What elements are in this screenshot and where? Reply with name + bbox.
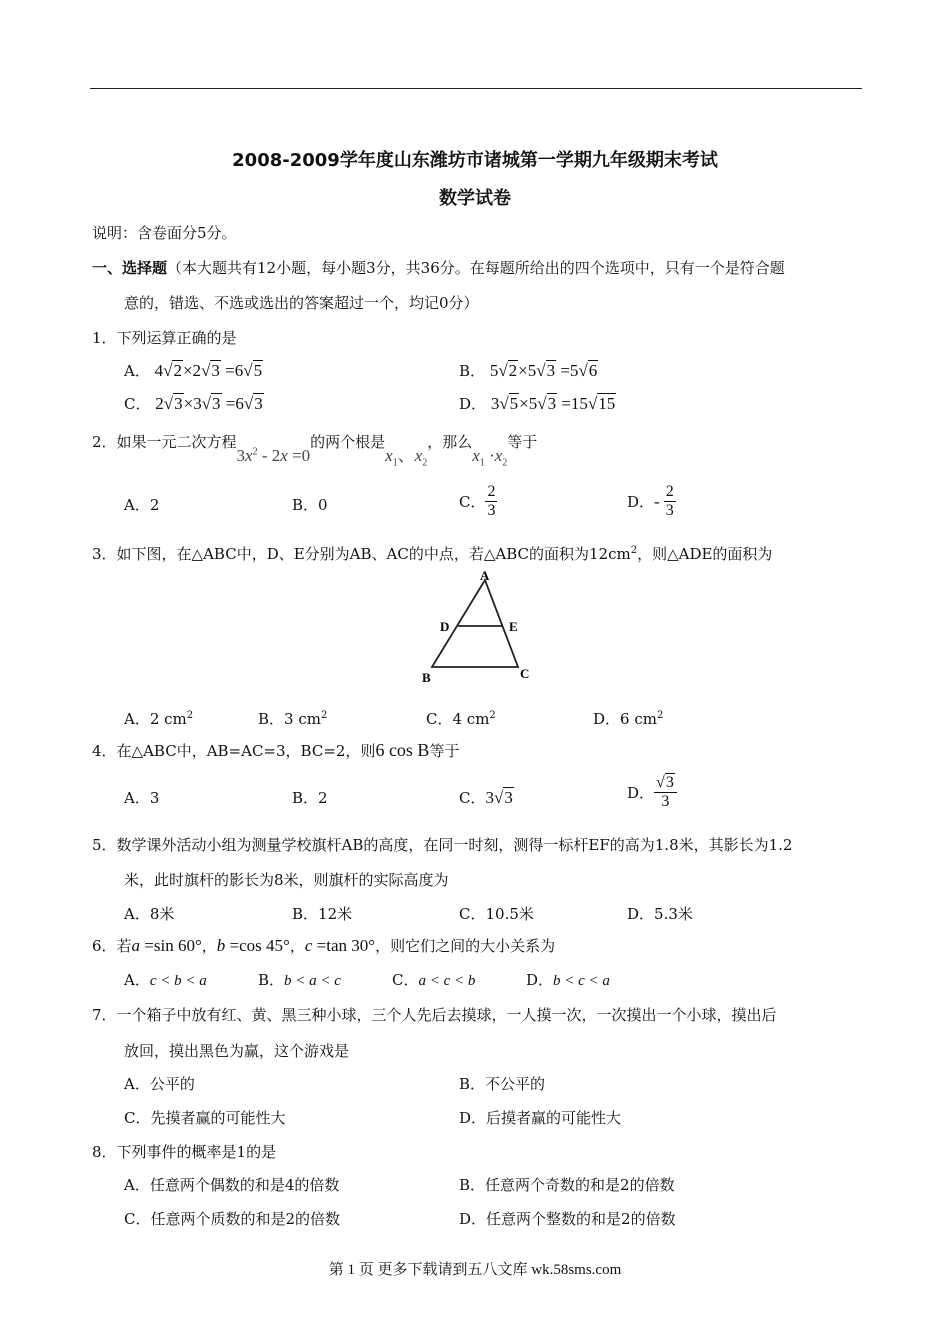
q1-option-a[interactable]: A． 4√2×2√3 =6√5 bbox=[124, 361, 263, 380]
var-a: a bbox=[131, 936, 141, 955]
option-text: D．6 cm bbox=[593, 710, 657, 728]
stem-text: ，那么 bbox=[427, 433, 473, 451]
radicand: 15 bbox=[598, 394, 616, 413]
numerator: 2 bbox=[665, 483, 674, 500]
coef: =5 bbox=[556, 361, 579, 380]
q3-option-d[interactable] bbox=[593, 708, 663, 729]
prod-var: x bbox=[494, 446, 503, 465]
q6-option-c[interactable] bbox=[392, 969, 475, 990]
root-var: x bbox=[385, 446, 393, 465]
radicand: 3 bbox=[211, 361, 220, 380]
q4-stem bbox=[92, 740, 459, 761]
q8-option-b[interactable]: B．任意两个奇数的和是2的倍数 bbox=[459, 1176, 675, 1194]
stem-text: 的两个根是 bbox=[310, 433, 386, 451]
coef: =6 bbox=[220, 361, 244, 380]
root-var: x bbox=[414, 446, 423, 465]
option-text: a < c < b bbox=[418, 973, 476, 989]
q7-line-1: 7．一个箱子中放有红、黄、黑三种小球，三个人先后去摸球，一人摸一次，一次摸出一个小球，摸出后 bbox=[92, 1006, 777, 1024]
q7-line-2: 放回，摸出黑色为赢，这个游戏是 bbox=[124, 1042, 350, 1060]
radicand: 6 bbox=[588, 361, 598, 380]
q1-option-b[interactable]: B． 5√2×5√3 =5√6 bbox=[459, 361, 598, 380]
prod-var: x bbox=[472, 446, 480, 465]
fraction bbox=[485, 483, 497, 520]
option-label: D． bbox=[627, 784, 655, 802]
fraction bbox=[664, 483, 676, 520]
option-text: c < b < a bbox=[149, 973, 207, 989]
vertex-b-label: B bbox=[422, 670, 431, 685]
option-label: D． bbox=[459, 395, 487, 413]
option-label: C． bbox=[124, 395, 151, 413]
coef: ×5 bbox=[519, 394, 538, 413]
q4-option-b[interactable]: B．2 bbox=[292, 789, 328, 807]
unit-exponent: 2 bbox=[656, 710, 664, 721]
q2-option-c[interactable] bbox=[459, 483, 497, 520]
q1-option-c[interactable]: C． 2√3×3√3 =6√3 bbox=[124, 394, 263, 413]
radicand: 3 bbox=[546, 361, 556, 380]
var-c: c bbox=[304, 936, 313, 955]
page-title: 2008-2009学年度山东潍坊市诸城第一学期九年级期末考试 bbox=[232, 150, 718, 171]
eq-part: 3 bbox=[236, 446, 246, 465]
unit-exponent: 2 bbox=[630, 545, 638, 556]
sep: ， bbox=[201, 937, 217, 955]
q4-option-c[interactable]: C．3√3 bbox=[459, 788, 513, 807]
expr-b: =cos 45° bbox=[225, 936, 290, 955]
option-label: B． bbox=[459, 362, 486, 380]
q2-product bbox=[472, 446, 508, 469]
q5-line-2: 米，此时旗杆的影长为8米，则旗杆的实际高度为 bbox=[124, 871, 449, 889]
stem-text: 等于 bbox=[507, 433, 538, 451]
prod-sub: 1 bbox=[479, 457, 485, 469]
q5-option-a[interactable]: A．8米 bbox=[124, 905, 175, 923]
q5-option-b[interactable]: B．12米 bbox=[292, 905, 353, 923]
coef: =15 bbox=[557, 394, 588, 413]
coef: =6 bbox=[221, 394, 244, 413]
var-b: b bbox=[216, 936, 226, 955]
stem-text: 等于 bbox=[429, 742, 460, 760]
coef: 3 bbox=[490, 394, 500, 413]
stem-text: 3．如下图，在△ABC中，D、E分别为AB、AC的中点，若△ABC的面积为12cm bbox=[92, 545, 631, 563]
q8-option-c[interactable]: C．任意两个质数的和是2的倍数 bbox=[124, 1210, 341, 1228]
q3-option-c[interactable] bbox=[426, 708, 496, 729]
q3-option-a[interactable] bbox=[124, 708, 193, 729]
coef: 3 bbox=[485, 788, 494, 807]
root-sep: 、 bbox=[397, 446, 415, 465]
prod-dot: · bbox=[484, 446, 495, 465]
option-text: b < c < a bbox=[553, 973, 610, 989]
coef: 4 bbox=[154, 361, 164, 380]
option-label: A． bbox=[124, 362, 150, 380]
point-e-label: E bbox=[509, 619, 518, 634]
q3-stem bbox=[92, 543, 772, 564]
radicand: 5 bbox=[253, 361, 263, 380]
coef: ×3 bbox=[183, 394, 202, 413]
q4-option-d[interactable] bbox=[627, 774, 677, 811]
eq-part: x bbox=[280, 446, 288, 465]
radicand: 3 bbox=[504, 788, 513, 807]
root-sub: 2 bbox=[422, 457, 428, 469]
coef: 2 bbox=[155, 394, 164, 413]
option-text: A．2 cm bbox=[124, 710, 187, 728]
option-text: B．3 cm bbox=[258, 710, 321, 728]
q6-option-b[interactable] bbox=[258, 969, 341, 990]
stem-text: ，则△ADE的面积为 bbox=[637, 545, 773, 563]
q5-option-d[interactable]: D．5.3米 bbox=[627, 905, 693, 923]
q7-option-c[interactable]: C．先摸者赢的可能性大 bbox=[124, 1109, 286, 1127]
eq-part: =0 bbox=[287, 446, 311, 465]
denominator: 3 bbox=[487, 502, 496, 519]
q5-line-1: 5．数学课外活动小组为测量学校旗杆AB的高度，在同一时刻，测得一标杆EF的高为1.8米，其影长为1.2 bbox=[92, 836, 793, 854]
expr-a: =sin 60° bbox=[140, 936, 202, 955]
option-label: C． bbox=[459, 789, 486, 807]
q8-option-a[interactable]: A．任意两个偶数的和是4的倍数 bbox=[124, 1176, 340, 1194]
triangle-figure bbox=[420, 566, 540, 692]
coef: ×2 bbox=[182, 361, 202, 380]
q4-expression: 6 cos B bbox=[375, 740, 430, 760]
stem-text: 4．在△ABC中，AB=AC=3，BC=2，则 bbox=[92, 742, 376, 760]
numerator: 2 bbox=[487, 483, 496, 500]
q8-stem: 8．下列事件的概率是1的是 bbox=[92, 1143, 277, 1161]
radicand: 3 bbox=[254, 394, 263, 413]
radicand: 3 bbox=[547, 394, 557, 413]
q2-option-d[interactable] bbox=[627, 483, 676, 520]
q2-equation bbox=[237, 446, 311, 465]
page-subtitle: 数学试卷 bbox=[439, 188, 511, 209]
section-desc-1: （本大题共有12小题，每小题3分，共36分。在每题所给出的四个选项中，只有一个是符合题 bbox=[167, 259, 785, 277]
option-label: C． bbox=[392, 971, 419, 989]
page-footer: 第 1 页 更多下载请到五八文库 wk.58sms.com bbox=[328, 1262, 622, 1278]
denominator: 3 bbox=[665, 502, 674, 519]
q6-option-d[interactable] bbox=[526, 969, 610, 990]
fraction: $\frac{√3}{3}$ bbox=[654, 774, 677, 811]
section-desc-2: 意的，错选、不选或选出的答案超过一个，均记0分） bbox=[124, 294, 479, 312]
option-text: b < a < c bbox=[284, 973, 341, 989]
radicand: 3 bbox=[665, 774, 674, 791]
q7-option-b[interactable]: B．不公平的 bbox=[459, 1075, 546, 1093]
q6-stem bbox=[92, 935, 555, 956]
vertex-c-label: C bbox=[520, 666, 530, 681]
radicand: 5 bbox=[509, 394, 519, 413]
eq-exponent: 2 bbox=[252, 446, 258, 458]
q4-option-a[interactable]: A．3 bbox=[124, 789, 160, 807]
q7-option-d[interactable]: D．后摸者赢的可能性大 bbox=[459, 1109, 622, 1127]
unit-exponent: 2 bbox=[489, 710, 496, 721]
option-label: D． bbox=[627, 493, 655, 511]
section-heading bbox=[92, 257, 785, 278]
eq-part: - 2 bbox=[257, 446, 281, 465]
section-title: 一、选择题 bbox=[92, 259, 168, 277]
q6-option-a[interactable] bbox=[124, 969, 207, 990]
option-label: A． bbox=[124, 971, 150, 989]
radicand: 2 bbox=[508, 361, 518, 380]
radicand: 3 bbox=[212, 394, 221, 413]
eq-part: x bbox=[245, 446, 253, 465]
stem-text: ，则它们之间的大小关系为 bbox=[375, 937, 556, 955]
q2-option-a[interactable]: A．2 bbox=[124, 496, 160, 514]
option-text: C．4 cm bbox=[426, 710, 490, 728]
q5-option-c[interactable]: C．10.5米 bbox=[459, 905, 534, 923]
option-label: B． bbox=[258, 971, 285, 989]
top-rule bbox=[90, 88, 862, 89]
point-d-label: D bbox=[440, 619, 450, 634]
q2-roots bbox=[385, 446, 428, 469]
q3-option-b[interactable] bbox=[258, 708, 327, 729]
q8-option-d[interactable]: D．任意两个整数的和是2的倍数 bbox=[459, 1210, 676, 1228]
denominator: 3 bbox=[661, 793, 670, 810]
coef: ×5 bbox=[518, 361, 537, 380]
stem-text: 6．若 bbox=[92, 937, 132, 955]
expr-c: =tan 30° bbox=[312, 936, 376, 955]
exam-note: 说明：含卷面分5分。 bbox=[92, 224, 237, 242]
root-sub: 1 bbox=[392, 457, 398, 469]
q2-option-b[interactable]: B．0 bbox=[292, 496, 328, 514]
coef: 5 bbox=[489, 361, 499, 380]
radicand: 3 bbox=[174, 394, 183, 413]
stem-text: 2．如果一元二次方程 bbox=[92, 433, 237, 451]
option-label: D． bbox=[526, 971, 554, 989]
minus-sign: - bbox=[654, 491, 660, 511]
radicand: 2 bbox=[173, 361, 182, 380]
q1-option-d[interactable]: D． 3√5×5√3 =15√15 bbox=[459, 394, 616, 413]
q1-stem: 1．下列运算正确的是 bbox=[92, 329, 237, 347]
option-label: C． bbox=[459, 493, 486, 511]
unit-exponent: 2 bbox=[320, 710, 328, 721]
q2-stem bbox=[92, 427, 538, 469]
q7-option-a[interactable]: A．公平的 bbox=[124, 1075, 195, 1093]
unit-exponent: 2 bbox=[186, 710, 194, 721]
vertex-a-label: A bbox=[480, 568, 490, 583]
sep: ， bbox=[289, 937, 305, 955]
prod-sub: 2 bbox=[502, 457, 508, 469]
